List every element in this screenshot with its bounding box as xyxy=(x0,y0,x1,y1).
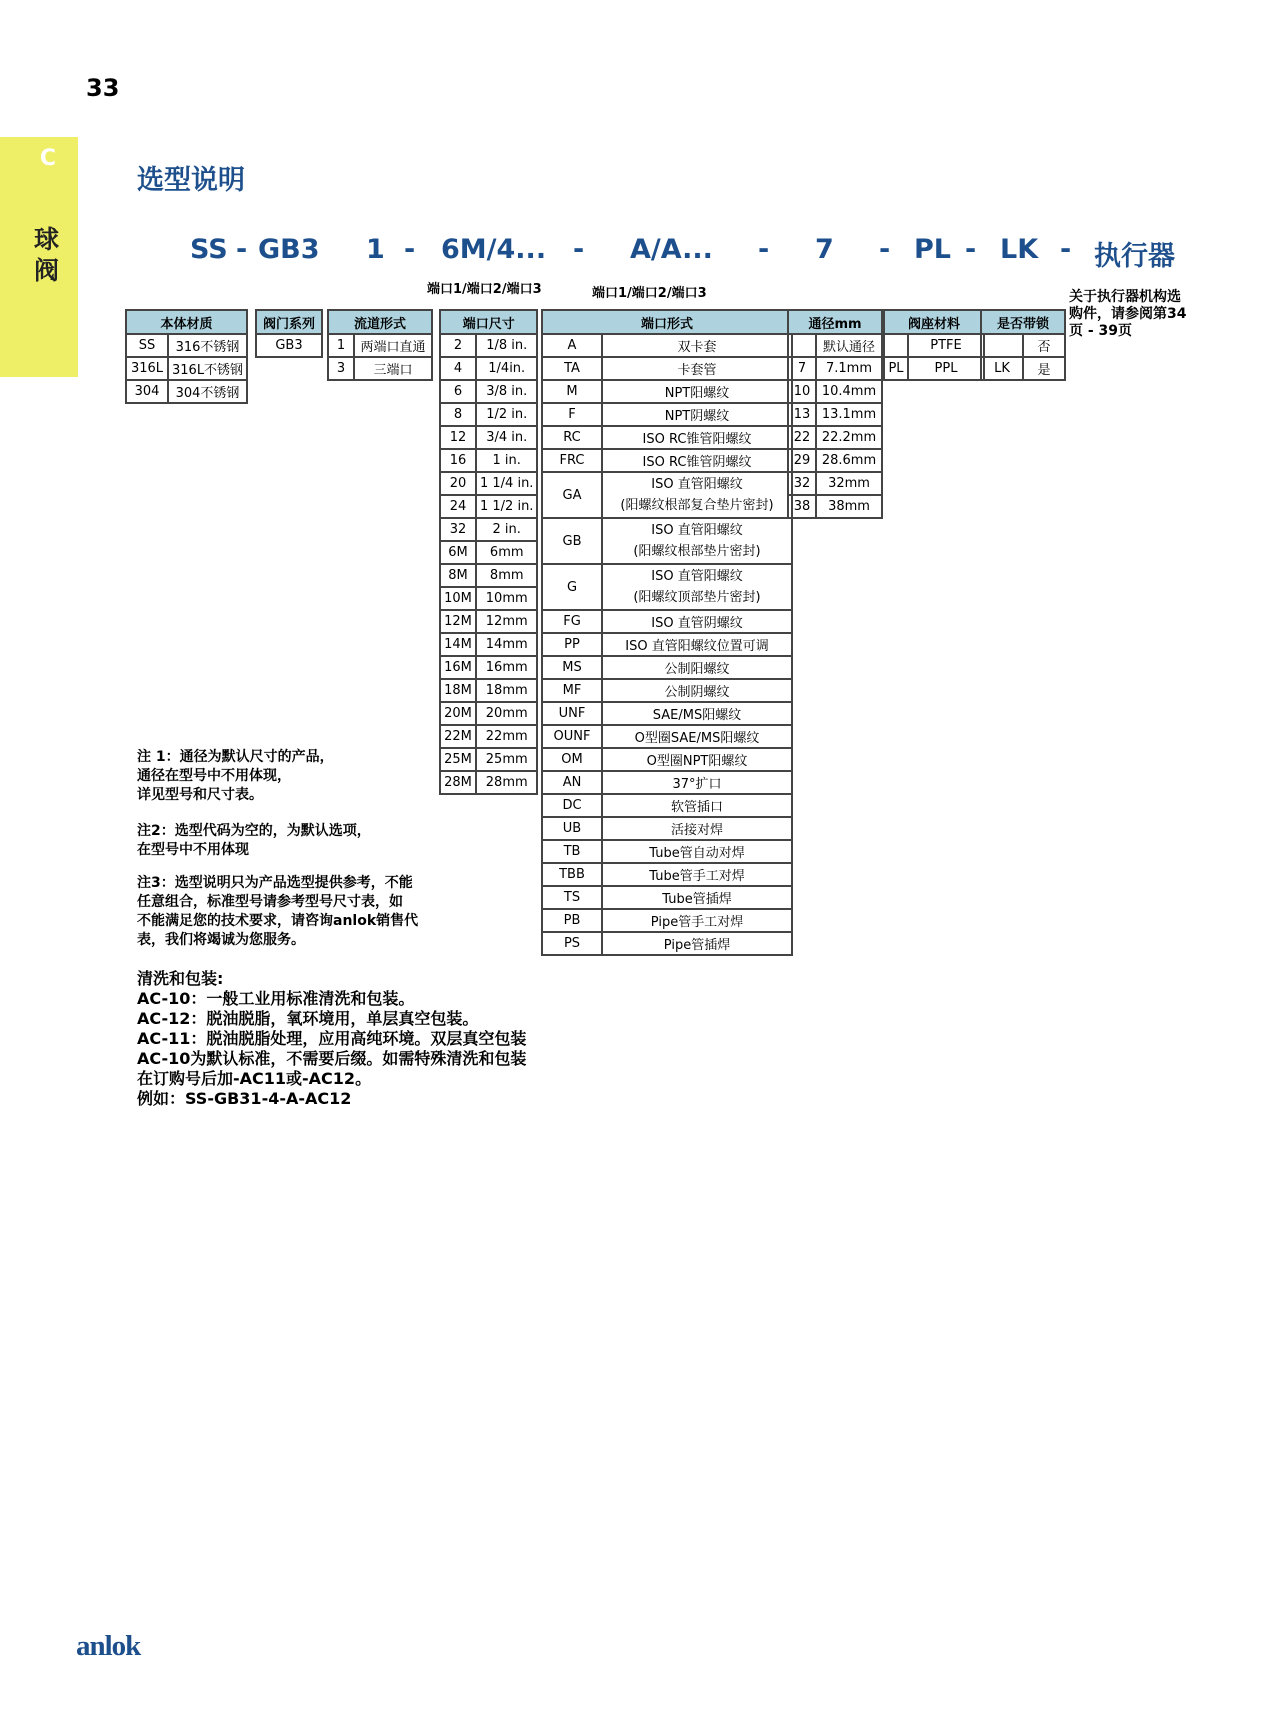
size-table-row xyxy=(440,610,537,633)
size-table-row xyxy=(440,564,537,587)
port_type-desc-cell: Tube管插焊 xyxy=(602,886,792,909)
flow-code-cell: 3 xyxy=(328,357,354,380)
bore-table-header: 通径mm xyxy=(788,310,882,334)
size-table-row xyxy=(440,334,537,357)
size-table-row xyxy=(440,357,537,380)
size-table-row xyxy=(440,656,537,679)
size-code-cell: 32 xyxy=(440,518,476,541)
material-table-row xyxy=(126,380,247,403)
size-table xyxy=(439,309,538,795)
note-2 xyxy=(137,822,371,860)
port_type-code-cell: MS xyxy=(542,656,602,679)
actuator-note: 关于执行器机构选购件，请参阅第34页 - 39页 xyxy=(1069,289,1187,339)
note-line: 通径在型号中不用体现， xyxy=(137,768,291,784)
port_type-code-cell: F xyxy=(542,403,602,426)
note-line: 注3：选型说明只为产品选型提供参考，不能 xyxy=(137,875,413,891)
size-table-row xyxy=(440,587,537,610)
port_type-table-row xyxy=(542,334,792,357)
lock-table-row xyxy=(981,357,1065,380)
bore-code-cell: 13 xyxy=(788,403,816,426)
code-material: SS xyxy=(190,234,228,265)
size-desc-cell: 18mm xyxy=(476,679,537,702)
port_type-code-cell: TS xyxy=(542,886,602,909)
bore-desc-cell: 38mm xyxy=(816,495,882,518)
lock-desc-cell: 是 xyxy=(1023,357,1065,380)
port_type-code-cell: A xyxy=(542,334,602,357)
size-table-row xyxy=(440,633,537,656)
note-1 xyxy=(137,748,334,805)
port_type-desc-cell: 37°扩口 xyxy=(602,771,792,794)
seat-desc-cell: PTFE xyxy=(908,334,984,357)
size-code-cell: 28M xyxy=(440,771,476,794)
size-table-row xyxy=(440,748,537,771)
note-3 xyxy=(137,874,418,950)
size-desc-cell: 20mm xyxy=(476,702,537,725)
note-line: 详见型号和尺寸表。 xyxy=(137,787,263,803)
code-dash: - xyxy=(758,234,770,265)
port_type-desc-cell: O型圈SAE/MS阳螺纹 xyxy=(602,725,792,748)
size-code-cell: 16M xyxy=(440,656,476,679)
port_type-table-row xyxy=(542,656,792,679)
port_type-table-row xyxy=(542,449,792,472)
port_type-code-cell: UNF xyxy=(542,702,602,725)
size-code-cell: 8M xyxy=(440,564,476,587)
bore-desc-cell: 10.4mm xyxy=(816,380,882,403)
flow-desc-cell: 两端口直通 xyxy=(354,334,432,357)
code-actuator: 执行器 xyxy=(1094,241,1175,272)
bore-desc-cell: 32mm xyxy=(816,472,882,495)
lock-table xyxy=(980,309,1066,381)
port_type-desc-cell: NPT阴螺纹 xyxy=(602,403,792,426)
desc-line: ISO 直管阳螺纹 xyxy=(651,569,743,584)
port_type-code-cell: AN xyxy=(542,771,602,794)
material-desc-cell: 304不锈钢 xyxy=(168,380,247,403)
flow-table-row xyxy=(328,357,432,380)
bore-table-row xyxy=(788,449,882,472)
code-size: 6M/4... xyxy=(441,234,547,265)
port_type-code-cell: TBB xyxy=(542,863,602,886)
port_type-code-cell: GB xyxy=(542,518,602,564)
port_type-code-cell: RC xyxy=(542,426,602,449)
size-code-cell: 2 xyxy=(440,334,476,357)
size-subtitle: 端口1/端口2/端口3 xyxy=(427,282,542,297)
cleaning-line: AC-11：脱油脱脂处理，应用高纯环境。双层真空包装 xyxy=(137,1029,527,1048)
port_type-code-cell: TB xyxy=(542,840,602,863)
port_type-code-cell: M xyxy=(542,380,602,403)
size-table-row xyxy=(440,380,537,403)
cleaning-line: 清洗和包装: xyxy=(137,969,224,988)
bore-desc-cell: 13.1mm xyxy=(816,403,882,426)
code-dash: - xyxy=(236,234,248,265)
port_type-table-row xyxy=(542,909,792,932)
port_type-desc-cell: SAE/MS阳螺纹 xyxy=(602,702,792,725)
cleaning-line: AC-10：一般工业用标准清洗和包装。 xyxy=(137,989,415,1008)
size-desc-cell: 28mm xyxy=(476,771,537,794)
port_type-code-cell: MF xyxy=(542,679,602,702)
port_type-table-row xyxy=(542,771,792,794)
size-code-cell: 8 xyxy=(440,403,476,426)
port_type-desc-cell xyxy=(602,564,792,610)
port_type-table-row xyxy=(542,518,792,564)
series-table-header: 阀门系列 xyxy=(256,310,322,334)
port_type-code-cell: PS xyxy=(542,932,602,955)
bore-desc-cell: 默认通径 xyxy=(816,334,882,357)
note-line: 在型号中不用体现 xyxy=(137,842,249,858)
code-lock: LK xyxy=(1000,234,1039,265)
size-code-cell: 18M xyxy=(440,679,476,702)
flow-table-row xyxy=(328,334,432,357)
bore-desc-cell: 22.2mm xyxy=(816,426,882,449)
page-number: 33 xyxy=(86,74,120,102)
size-desc-cell: 2 in. xyxy=(476,518,537,541)
size-code-cell: 16 xyxy=(440,449,476,472)
size-desc-cell: 1/8 in. xyxy=(476,334,537,357)
size-code-cell: 14M xyxy=(440,633,476,656)
size-desc-cell: 1/4in. xyxy=(476,357,537,380)
bore-table-row xyxy=(788,380,882,403)
size-table-row xyxy=(440,771,537,794)
bore-code-cell: 38 xyxy=(788,495,816,518)
size-code-cell: 6 xyxy=(440,380,476,403)
size-table-row xyxy=(440,541,537,564)
port_type-table-row xyxy=(542,403,792,426)
material-table-header: 本体材质 xyxy=(126,310,247,334)
size-code-cell: 10M xyxy=(440,587,476,610)
port_type-table-row xyxy=(542,725,792,748)
port_type-desc-cell: ISO 直管阴螺纹 xyxy=(602,610,792,633)
port_type-table-row xyxy=(542,357,792,380)
bore-table xyxy=(787,309,883,519)
seat-desc-cell: PPL xyxy=(908,357,984,380)
port_type-desc-cell: O型圈NPT阳螺纹 xyxy=(602,748,792,771)
desc-subline: (阳螺纹根部垫片密封) xyxy=(633,544,761,559)
port_type-desc-cell: 卡套管 xyxy=(602,357,792,380)
note-line: 任意组合，标准型号请参考型号尺寸表，如 xyxy=(137,894,403,910)
port_type-desc-cell: ISO RC锥管阴螺纹 xyxy=(602,449,792,472)
size-table-row xyxy=(440,702,537,725)
desc-line: ISO 直管阳螺纹 xyxy=(651,477,743,492)
note-line: 注 1：通径为默认尺寸的产品， xyxy=(137,749,334,765)
lock-code-cell xyxy=(981,334,1023,357)
code-bore: 7 xyxy=(815,234,834,265)
material-table-row xyxy=(126,334,247,357)
flow-table-header: 流道形式 xyxy=(328,310,432,334)
series-table-row xyxy=(256,334,322,357)
size-code-cell: 24 xyxy=(440,495,476,518)
desc-subline: (阳螺纹根部复合垫片密封) xyxy=(620,498,774,513)
size-code-cell: 20M xyxy=(440,702,476,725)
port_type-desc-cell: 公制阴螺纹 xyxy=(602,679,792,702)
port_type-table-row xyxy=(542,564,792,610)
port-type-table xyxy=(541,309,793,956)
port_type-table-row xyxy=(542,748,792,771)
cleaning-line: 在订购号后加-AC11或-AC12。 xyxy=(137,1069,372,1088)
size-table-header: 端口尺寸 xyxy=(440,310,537,334)
size-desc-cell: 12mm xyxy=(476,610,537,633)
size-code-cell: 4 xyxy=(440,357,476,380)
port_type-desc-cell: Tube管手工对焊 xyxy=(602,863,792,886)
code-dash: - xyxy=(1060,234,1072,265)
size-table-row xyxy=(440,679,537,702)
bore-table-row xyxy=(788,403,882,426)
seat-table-row xyxy=(884,357,984,380)
note-line: 不能满足您的技术要求，请咨询anlok销售代 xyxy=(137,913,419,929)
size-desc-cell: 3/4 in. xyxy=(476,426,537,449)
port_type-code-cell: GA xyxy=(542,472,602,518)
port_type-code-cell: PP xyxy=(542,633,602,656)
size-desc-cell: 22mm xyxy=(476,725,537,748)
series-code-cell: GB3 xyxy=(256,334,322,357)
size-desc-cell: 3/8 in. xyxy=(476,380,537,403)
port_type-code-cell: OM xyxy=(542,748,602,771)
cleaning-line: AC-12：脱油脱脂，氧环境用，单层真空包装。 xyxy=(137,1009,479,1028)
size-table-row xyxy=(440,403,537,426)
size-table-row xyxy=(440,449,537,472)
lock-code-cell: LK xyxy=(981,357,1023,380)
section-title: 选型说明 xyxy=(137,165,245,196)
code-port-type: A/A... xyxy=(630,234,713,265)
bore-code-cell: 7 xyxy=(788,357,816,380)
lock-table-row xyxy=(981,334,1065,357)
material-desc-cell: 316不锈钢 xyxy=(168,334,247,357)
material-table-row xyxy=(126,357,247,380)
bore-code-cell xyxy=(788,334,816,357)
size-table-row xyxy=(440,495,537,518)
code-seat: PL xyxy=(914,234,951,265)
code-dash: - xyxy=(965,234,977,265)
size-code-cell: 20 xyxy=(440,472,476,495)
bore-desc-cell: 7.1mm xyxy=(816,357,882,380)
code-series: GB3 xyxy=(258,234,320,265)
code-dash: - xyxy=(879,234,891,265)
port_type-code-cell: UB xyxy=(542,817,602,840)
flow-table xyxy=(327,309,433,381)
material-desc-cell: 316L不锈钢 xyxy=(168,357,247,380)
port_type-table-row xyxy=(542,840,792,863)
size-desc-cell: 1/2 in. xyxy=(476,403,537,426)
port_type-table-row xyxy=(542,633,792,656)
port_type-code-cell: TA xyxy=(542,357,602,380)
size-code-cell: 12 xyxy=(440,426,476,449)
port_type-desc-cell: ISO 直管阳螺纹位置可调 xyxy=(602,633,792,656)
size-desc-cell: 1 1/2 in. xyxy=(476,495,537,518)
bore-code-cell: 22 xyxy=(788,426,816,449)
side-tab-letter: C xyxy=(39,146,57,171)
flow-desc-cell: 三端口 xyxy=(354,357,432,380)
anlok-logo: anlok xyxy=(76,1630,141,1662)
bore-code-cell: 32 xyxy=(788,472,816,495)
cleaning-line: AC-10为默认标准，不需要后缀。如需特殊清洗和包装 xyxy=(137,1049,527,1068)
bore-table-row xyxy=(788,357,882,380)
seat-code-cell: PL xyxy=(884,357,908,380)
port_type-code-cell: PB xyxy=(542,909,602,932)
bore-desc-cell: 28.6mm xyxy=(816,449,882,472)
port_type-table-row xyxy=(542,472,792,518)
seat-table-row xyxy=(884,334,984,357)
port_type-desc-cell: ISO RC锥管阳螺纹 xyxy=(602,426,792,449)
port_type-code-cell: FG xyxy=(542,610,602,633)
lock-desc-cell: 否 xyxy=(1023,334,1065,357)
bore-table-row xyxy=(788,426,882,449)
port_type-table-row xyxy=(542,702,792,725)
cleaning-line: 例如：SS-GB31-4-A-AC12 xyxy=(137,1089,352,1108)
port_type-table-row xyxy=(542,886,792,909)
flow-code-cell: 1 xyxy=(328,334,354,357)
series-table xyxy=(255,309,323,358)
code-dash: - xyxy=(573,234,585,265)
port_type-desc-cell: Pipe管插焊 xyxy=(602,932,792,955)
size-desc-cell: 6mm xyxy=(476,541,537,564)
size-table-row xyxy=(440,518,537,541)
side-tab-title: 球阀 xyxy=(34,225,60,285)
port_type-desc-cell: Tube管自动对焊 xyxy=(602,840,792,863)
note-line: 表，我们将竭诚为您服务。 xyxy=(137,932,305,948)
seat-table xyxy=(883,309,985,381)
size-desc-cell: 1 in. xyxy=(476,449,537,472)
port_type-desc-cell: 活接对焊 xyxy=(602,817,792,840)
size-code-cell: 12M xyxy=(440,610,476,633)
size-desc-cell: 14mm xyxy=(476,633,537,656)
size-table-row xyxy=(440,725,537,748)
port_type-table-row xyxy=(542,426,792,449)
port_type-table-row xyxy=(542,863,792,886)
port_type-desc-cell xyxy=(602,518,792,564)
size-code-cell: 25M xyxy=(440,748,476,771)
seat-code-cell xyxy=(884,334,908,357)
bore-table-row xyxy=(788,495,882,518)
port_type-table-row xyxy=(542,817,792,840)
seat-table-header: 阀座材料 xyxy=(884,310,984,334)
bore-code-cell: 10 xyxy=(788,380,816,403)
port_type-desc-cell: Pipe管手工对焊 xyxy=(602,909,792,932)
port_type-desc-cell: 公制阳螺纹 xyxy=(602,656,792,679)
port_type-table-row xyxy=(542,610,792,633)
desc-subline: (阳螺纹顶部垫片密封) xyxy=(633,590,761,605)
size-desc-cell: 16mm xyxy=(476,656,537,679)
port_type-code-cell: DC xyxy=(542,794,602,817)
desc-line: ISO 直管阳螺纹 xyxy=(651,523,743,538)
size-desc-cell: 1 1/4 in. xyxy=(476,472,537,495)
port_type-table-header: 端口形式 xyxy=(542,310,792,334)
bore-code-cell: 29 xyxy=(788,449,816,472)
material-code-cell: 304 xyxy=(126,380,168,403)
size-desc-cell: 25mm xyxy=(476,748,537,771)
port_type-table-row xyxy=(542,380,792,403)
port_type-desc-cell: NPT阳螺纹 xyxy=(602,380,792,403)
bore-table-row xyxy=(788,334,882,357)
port_type-desc-cell: 双卡套 xyxy=(602,334,792,357)
material-code-cell: 316L xyxy=(126,357,168,380)
size-desc-cell: 8mm xyxy=(476,564,537,587)
size-code-cell: 22M xyxy=(440,725,476,748)
code-flow: 1 xyxy=(366,234,385,265)
size-table-row xyxy=(440,472,537,495)
material-code-cell: SS xyxy=(126,334,168,357)
port_type-table-row xyxy=(542,679,792,702)
port_type-table-row xyxy=(542,794,792,817)
size-code-cell: 6M xyxy=(440,541,476,564)
port_type-table-row xyxy=(542,932,792,955)
bore-table-row xyxy=(788,472,882,495)
material-table xyxy=(125,309,248,404)
port_type-code-cell: FRC xyxy=(542,449,602,472)
port_type-desc-cell: 软管插口 xyxy=(602,794,792,817)
port_type-code-cell: G xyxy=(542,564,602,610)
size-desc-cell: 10mm xyxy=(476,587,537,610)
port_type-code-cell: OUNF xyxy=(542,725,602,748)
cleaning-packaging-note xyxy=(137,969,526,1109)
code-dash: - xyxy=(404,234,416,265)
note-line: 注2：选型代码为空的，为默认选项， xyxy=(137,823,371,839)
port_type-desc-cell xyxy=(602,472,792,518)
lock-table-header: 是否带锁 xyxy=(981,310,1065,334)
port-type-subtitle: 端口1/端口2/端口3 xyxy=(592,286,707,301)
size-table-row xyxy=(440,426,537,449)
